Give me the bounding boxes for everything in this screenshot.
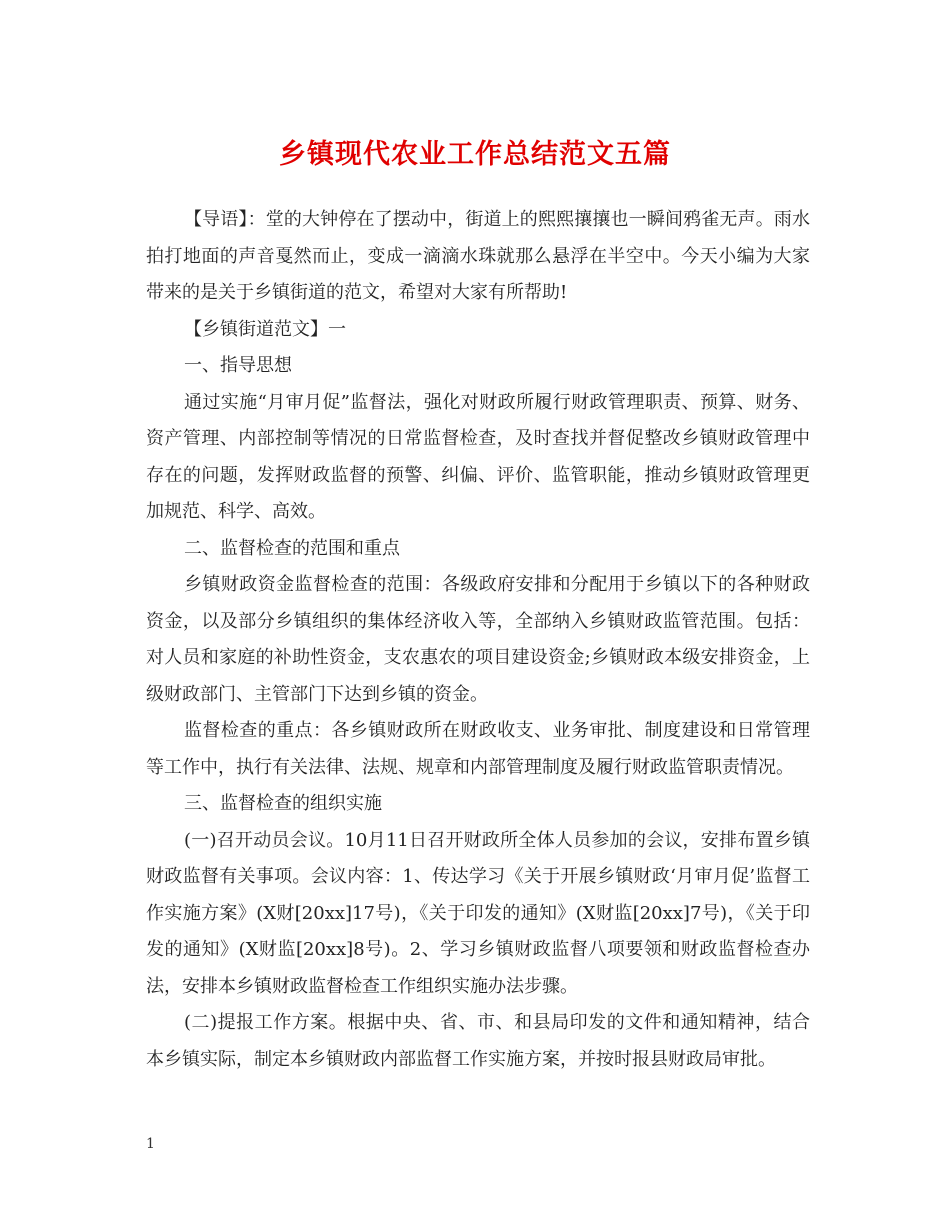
paragraph: 乡镇财政资金监督检查的范围：各级政府安排和分配用于乡镇以下的各种财政资金，以及部分乡镇组织的集体经济收入等，全部纳入乡镇财政监管范围。包括：对人员和家庭的补助性资金，支农惠农的项目建设资金;乡镇财政本级安排资金，上级财政部门、主管部门下达到乡镇的资金。 [146,574,810,705]
page-number: 1 [146,1136,155,1152]
paragraph: (一)召开动员会议。10月11日召开财政所全体人员参加的会议，安排布置乡镇财政监督有关事项。会议内容：1、传达学习《关于开展乡镇财政‘月审月促’监督工作实施方案》(X财[20xx]17号)，《关于印发的通知》(X财监[20xx]7号)，《关于印发的通知》(X财监[20xx]8号)。2、学习乡镇财政监督八项要领和财政监督检查办法，安排本乡镇财政监督检查工作组织实施办法步骤。 [146,829,810,997]
document-body [146,202,810,1078]
subheading-guiding-ideology: 一、指导思想 [184,355,292,376]
intro-paragraph: 【导语】：堂的大钟停在了摆动中，街道上的熙熙攘攘也一瞬间鸦雀无声。雨水拍打地面的声音戛然而止，变成一滴滴水珠就那么悬浮在半空中。今天小编为大家带来的是关于乡镇街道的范文，希望对大家有所帮助! [146,209,810,303]
paragraph: 通过实施“月审月促”监督法，强化对财政所履行财政管理职责、预算、财务、资产管理、内部控制等情况的日常监督检查，及时查找并督促整改乡镇财政管理中存在的问题，发挥财政监督的预警、纠偏、评价、监管职能，推动乡镇财政管理更加规范、科学、高效。 [146,391,810,522]
subheading-implementation: 三、监督检查的组织实施 [184,793,382,814]
document-title: 乡镇现代农业工作总结范文五篇 [279,139,671,170]
paragraph: 监督检查的重点：各乡镇财政所在财政收支、业务审批、制度建设和日常管理等工作中，执行有关法律、法规、规章和内部管理制度及履行财政监管职责情况。 [146,720,810,778]
paragraph: (二)提报工作方案。根据中央、省、市、和县局印发的文件和通知精神，结合本乡镇实际，制定本乡镇财政内部监督工作实施方案，并按时报县财政局审批。 [146,1012,810,1070]
subheading-scope-and-focus: 二、监督检查的范围和重点 [184,537,400,559]
section-heading: 【乡镇街道范文】一 [184,318,346,340]
